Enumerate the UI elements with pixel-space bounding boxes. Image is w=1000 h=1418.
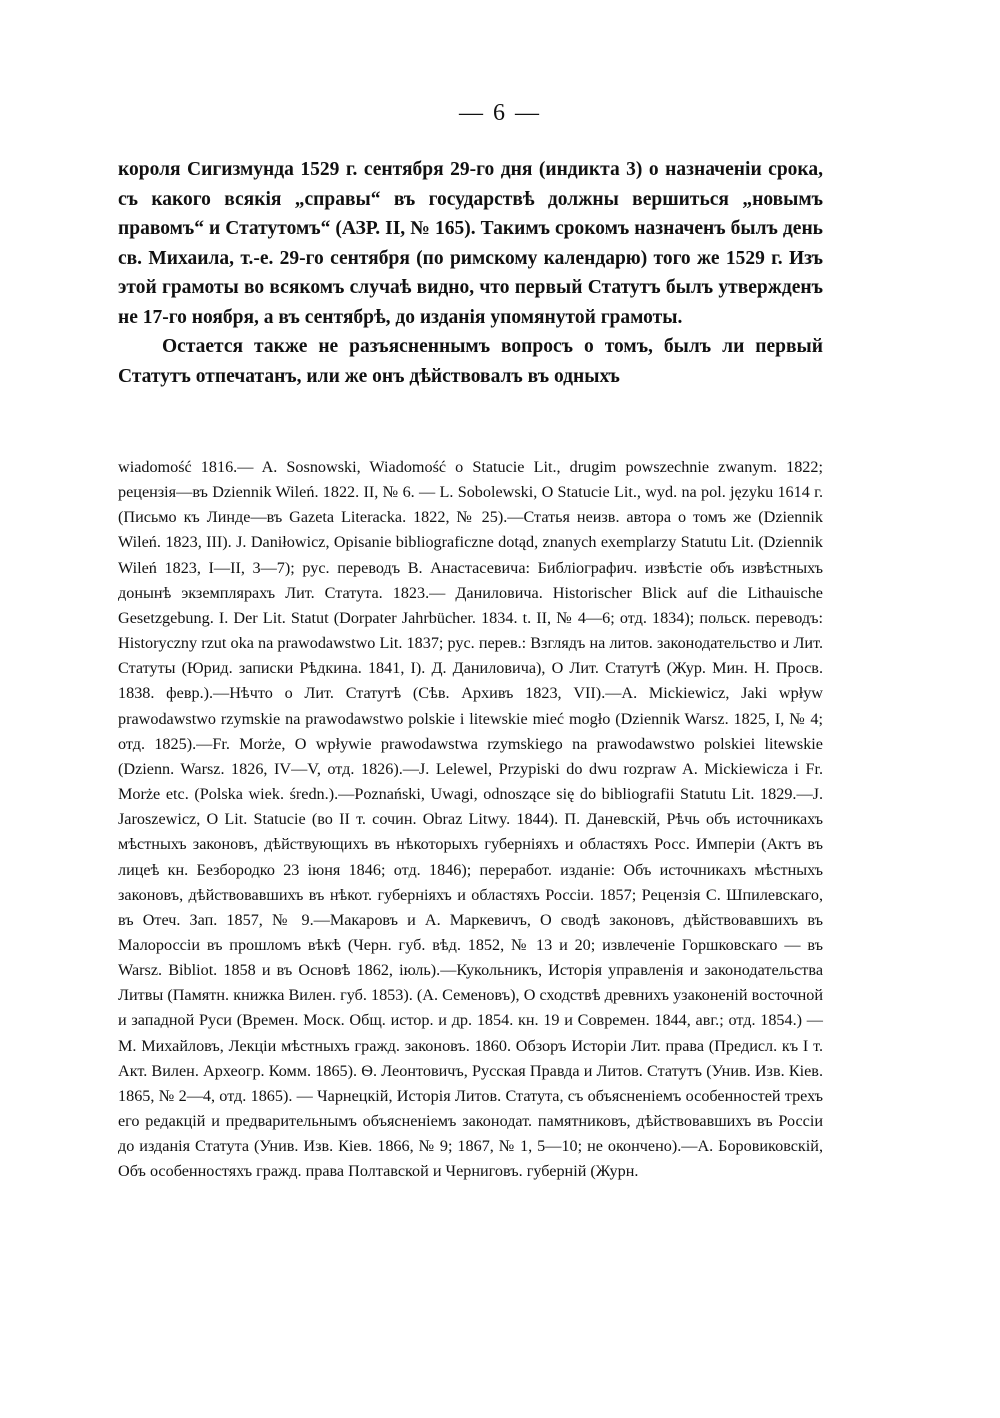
main-paragraph-2: Остается также не разъясненнымъ вопросъ о томъ, былъ ли первый Статутъ отпечатанъ, или же онъ дѣйствовалъ въ одныхъ [118, 336, 823, 387]
main-paragraph-1: короля Сигизмунда 1529 г. сентября 29-го дня (индикта 3) о назначеніи срока, съ какого всякія „справы“ въ государствѣ должны вершиться „новымъ правомъ“ и Статутомъ“ (АЗР. II, № 165). Такимъ срокомъ назначенъ былъ день св. Михаила, т.-е. 29-го сентября (по римскому календарю) того же 1529 г. Изъ этой грамоты во всякомъ случаѣ видно, что первый Статутъ былъ утвержденъ не 17-го ноября, а въ сентябрѣ, до изданія упомянутой грамоты. [118, 159, 823, 328]
footnote [118, 455, 823, 1185]
main-text [118, 155, 823, 391]
footnote-text: wiadomość 1816.— A. Sosnowski, Wiadomość o Statucie Lit., drugim powszechnie zwanym. 1822; рецензія—въ Dziennik Wileń. 1822. II, № 6. — L. Sobolewski, O Statucie Lit., wyd. na pol. języku 1614 г. (Письмо къ Линде—въ Gazeta Literacka. 1822, № 25).—Статья неизв. автора о томъ же (Dziennik Wileń. 1823, III). J. Daniłowicz, Opisanie bibliograficzne dotąd, znanych exemplarzy Statutu Lit. (Dziennik Wileń 1823, I—II, 3—7); рус. переводъ В. Анастасевича: Библіографич. извѣстіе объ извѣстныхъ донынѣ экземплярахъ Лит. Статута. 1823.— Даниловича. Historischer Blick auf die Lithauische Gesetzgebung. I. Der Lit. Statut (Dorpater Jahrbücher. 1834. t. II, № 4—6; отд. 1834); польск. переводъ: Historyczny rzut oka na prawodawstwo Lit. 1837; рус. перев.: Взглядъ на литов. законодательство и Лит. Статуты (Юрид. записки Рѣдкина. 1841, I). Д. Даниловича), О Лит. Статутѣ (Жур. Мин. Н. Просв. 1838. февр.).—Нѣчто о Лит. Статутѣ (Сѣв. Архивъ 1823, VII).—A. Mickiewicz, Jaki wpływ prawodawstwo rzymskie na prawodawstwo polskie i litewskie mieć mogło (Dziennik Warsz. 1825, I, № 4; отд. 1825).—Fr. Morże, O wpływie prawodawstwa rzymskiego na prawodawstwo polskiei litewskie (Dzienn. Warsz. 1826, IV—V, отд. 1826).—J. Lelewel, Przypiski do dwu rozpraw A. Mickiewicza i Fr. Morże etc. (Polska wiek. średn.).—Poznański, Uwagi, odnoszące się do bibliografii Statutu Lit. 1829.—J. Jaroszewicz, O Lit. Statucie (во II т. сочин. Obraz Litwy. 1844). П. Даневскій, Рѣчь объ источникахъ мѣстныхъ законовъ, дѣйствующихъ въ нѣкоторыхъ губерніяхъ и областяхъ Росс. Имперіи (Актъ въ лицеѣ кн. Безбородко 23 іюня 1846; отд. 1846); переработ. изданіе: Объ источникахъ мѣстныхъ законовъ, дѣйствовавшихъ въ нѣкот. губерніяхъ и областяхъ Россіи. 1857; Рецензія С. Шпилевскаго, въ Отеч. Зап. 1857, № 9.—Макаровъ и А. Маркевичъ, О сводѣ законовъ, дѣйствовавшихъ въ Малороссіи въ прошломъ вѣкѣ (Черн. губ. вѣд. 1852, № 13 и 20; извлеченіе Горшковскаго — въ Warsz. Bibliot. 1858 и въ Основѣ 1862, іюль).—Кукольникъ, Исторія управленія и законодательства Литвы (Памятн. книжка Вилен. губ. 1853). (А. Семеновъ), О сходствѣ древнихъ узаконеній восточной и западной Руси (Времен. Моск. Общ. истор. и др. 1854. кн. 19 и Современ. 1844, авг.; отд. 1854.) — М. Михайловъ, Лекціи мѣстныхъ гражд. законовъ. 1860. Обзоръ Исторіи Лит. права (Предисл. къ I т. Акт. Вилен. Археогр. Комм. 1865). Ѳ. Леонтовичъ, Русская Правда и Литов. Статутъ (Унив. Изв. Кіев. 1865, № 2—4, отд. 1865). — Чарнецкій, Исторія Литов. Статута, съ объясненіемъ особенностей трехъ его редакцій и предварительнымъ объясненіемъ законодат. памятниковъ, дѣйствовавшихъ въ Россіи до изданія Статута (Унив. Изв. Кіев. 1866, № 9; 1867, № 1, 5—10; не окончено).—А. Боровиковскій, Объ особенностяхъ гражд. права Полтавской и Черниговъ. губерній (Журн. [118, 458, 823, 1181]
page-number: — 6 — [459, 100, 541, 126]
